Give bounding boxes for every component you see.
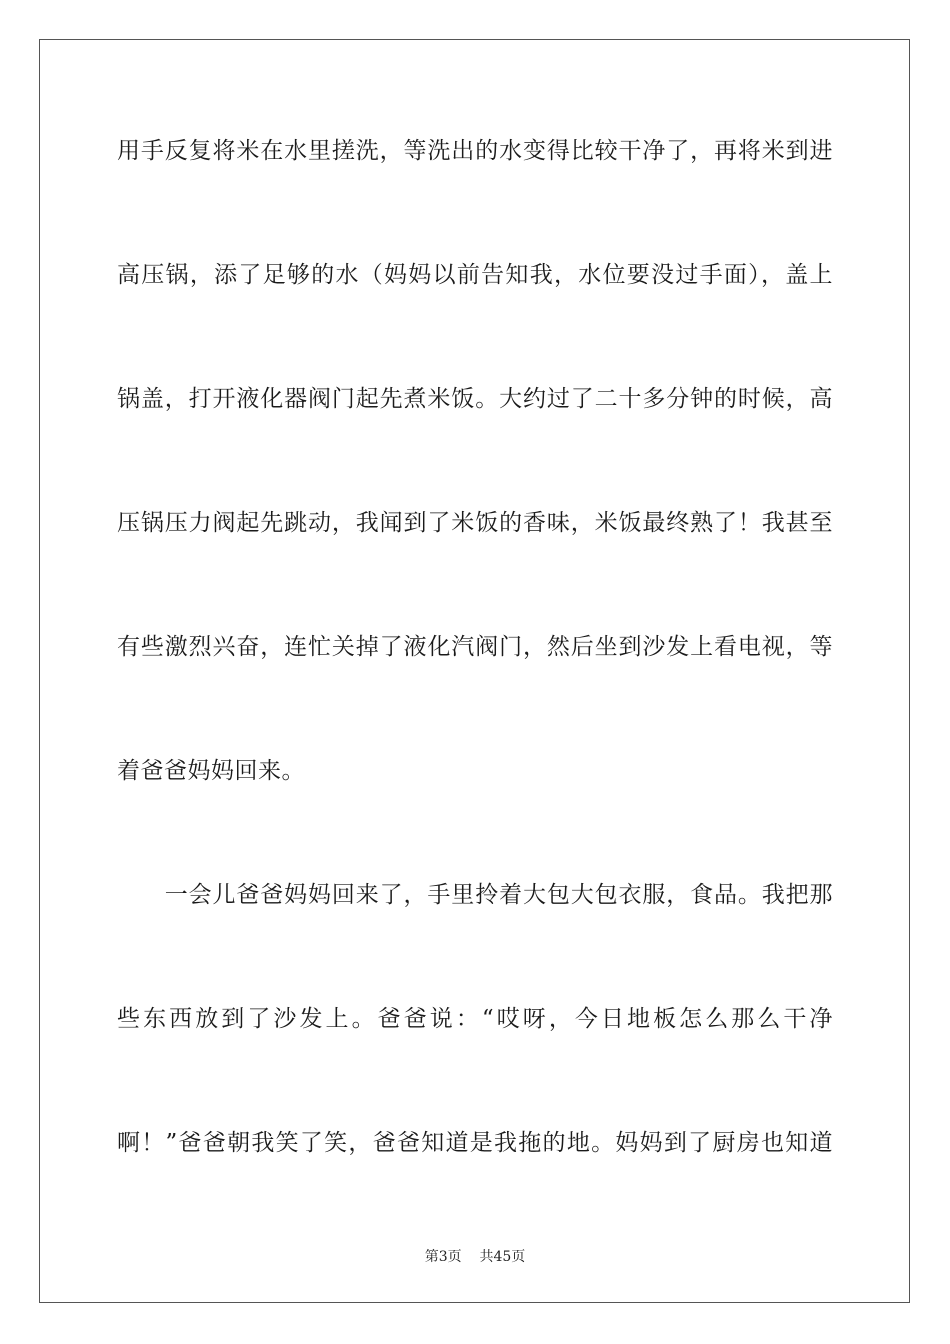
body-line-8: 些东西放到了沙发上。爸爸说：“哎呀，今日地板怎么那么干净 [117, 1006, 833, 1032]
body-line-3: 锅盖，打开液化器阀门起先煮米饭。大约过了二十多分钟的时候，高 [117, 386, 833, 412]
body-line-6: 着爸爸妈妈回来。 [117, 758, 305, 784]
body-line-4: 压锅压力阀起先跳动，我闻到了米饭的香味，米饭最终熟了！我甚至 [117, 510, 833, 536]
page-number: 第3页 [424, 1249, 462, 1265]
body-line-1: 用手反复将米在水里搓洗，等洗出的水变得比较干净了，再将米到进 [117, 138, 833, 164]
body-line-5: 有些激烈兴奋，连忙关掉了液化汽阀门，然后坐到沙发上看电视，等 [117, 634, 833, 660]
body-line-9: 啊！”爸爸朝我笑了笑，爸爸知道是我拖的地。妈妈到了厨房也知道 [117, 1130, 833, 1156]
body-line-7: 一会儿爸爸妈妈回来了，手里拎着大包大包衣服，食品。我把那 [117, 882, 833, 908]
page-border [39, 39, 910, 1303]
body-line-2: 高压锅，添了足够的水（妈妈以前告知我，水位要没过手面），盖上 [117, 262, 833, 288]
page-footer [0, 1246, 950, 1266]
page-total: 共45页 [479, 1249, 526, 1265]
